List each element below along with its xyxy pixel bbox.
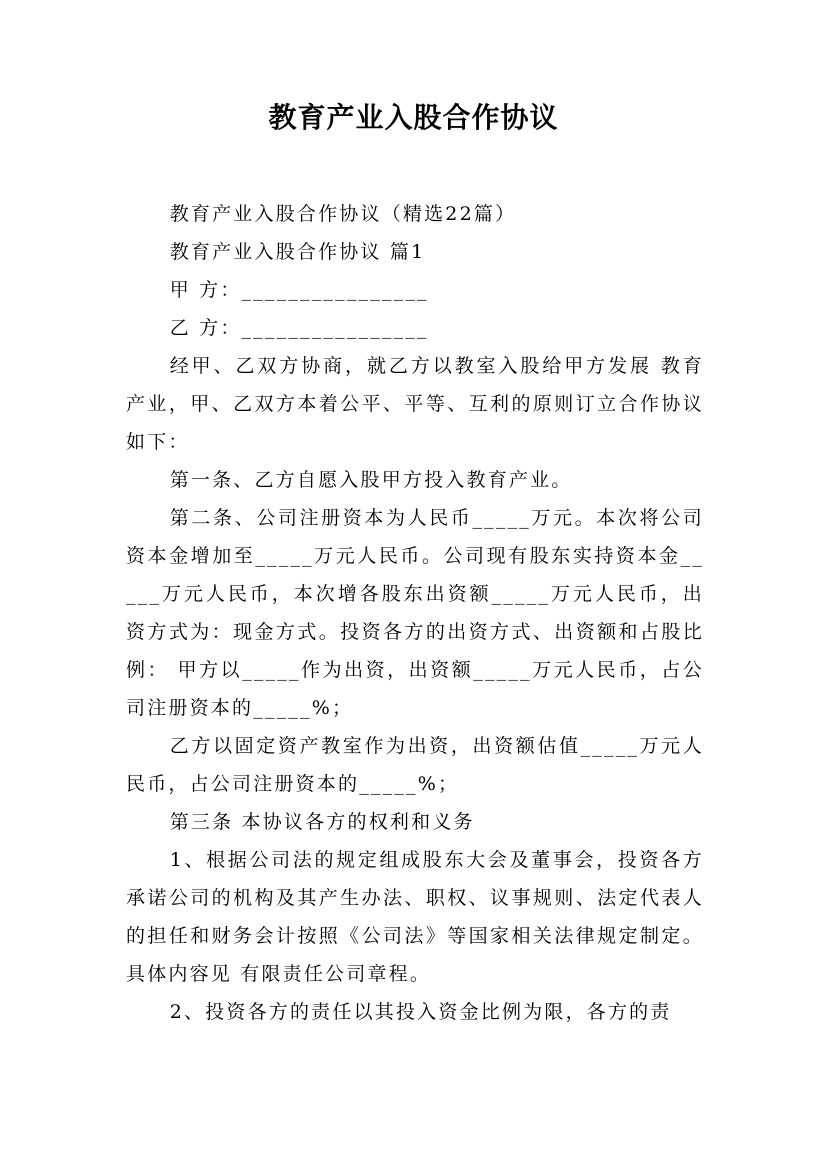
paragraph-article-1: 第一条、乙方自愿入股甲方投入教育产业。 [169, 469, 573, 491]
party-b-line: 乙 方：________________ [169, 317, 429, 339]
document-body [126, 195, 704, 1031]
paragraph-article-2-party-b: 乙方以固定资产教室作为出资，出资额估值_____万元人民币，占公司注册资本的_____%； [126, 735, 704, 795]
paragraph-preamble: 经甲、乙双方协商，就乙方以教室入股给甲方发展 教育产业，甲、乙双方本着公平、平等、互利的原则订立合作协议如下： [126, 355, 704, 453]
paragraph-article-3-item-1: 1、根据公司法的规定组成股东大会及董事会，投资各方承诺公司的机构及其产生办法、职权、议事规则、法定代表人的担任和财务会计按照《公司法》等国家相关法律规定制定。具体内容见 有限责任公司章程。 [126, 849, 704, 985]
paragraph-collection-title: 教育产业入股合作协议（精选22篇） [169, 203, 517, 225]
paragraph-article-2: 第二条、公司注册资本为人民币_____万元。本次将公司资本金增加至_____万元人民币。公司现有股东实持资本金_____万元人民币，本次增各股东出资额_____万元人民币，出资方式为：现金方式。投资各方的出资方式、出资额和占股比例： 甲方以_____作为出资，出资额_____万元人民币，占公司注册资本的_____%； [126, 507, 704, 719]
paragraph-article-3-item-2: 2、投资各方的责任以其投入资金比例为限，各方的责 [169, 1001, 672, 1023]
document-title: 教育产业入股合作协议 [268, 101, 559, 134]
party-a-line: 甲 方：________________ [169, 279, 429, 301]
paragraph-article-3-heading: 第三条 本协议各方的权利和义务 [169, 811, 475, 833]
paragraph-section-heading: 教育产业入股合作协议 篇1 [169, 241, 426, 263]
